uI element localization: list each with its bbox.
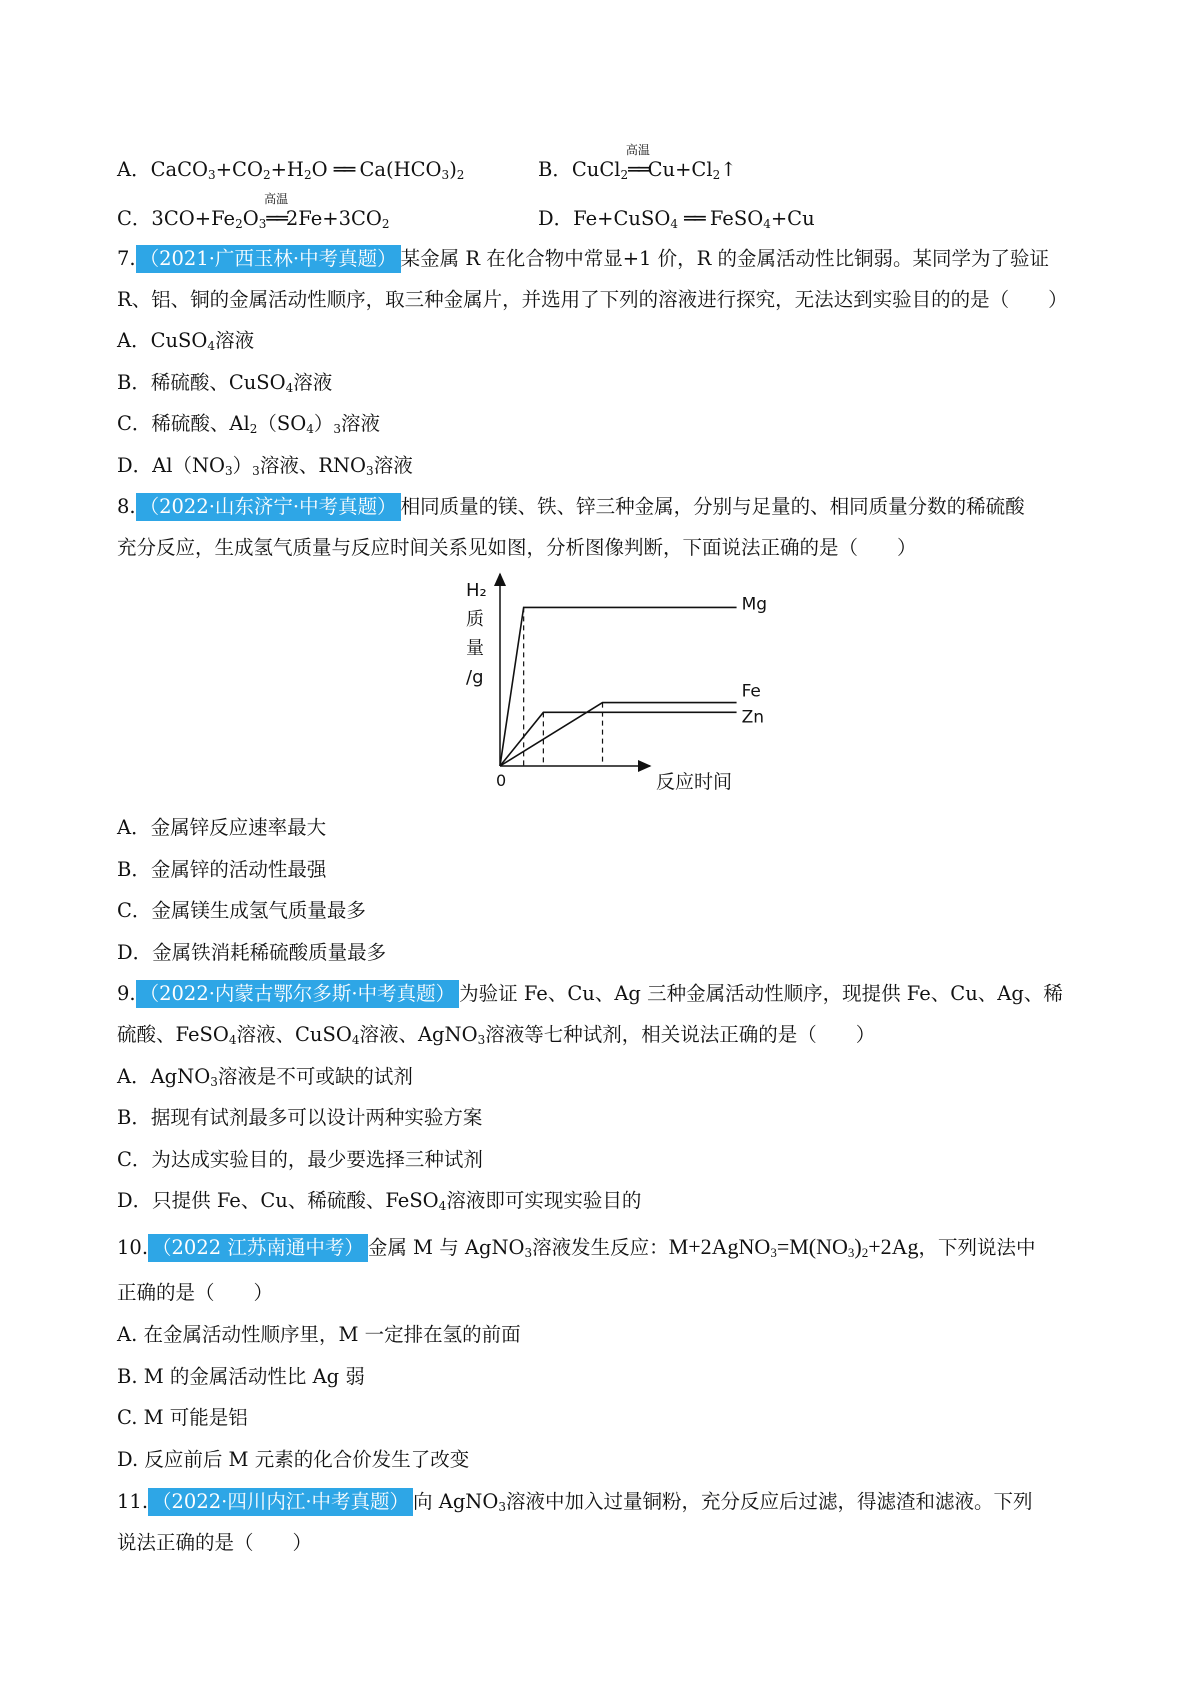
q7-option-b: B．稀硫酸、CuSO$_4$溶液 bbox=[117, 371, 333, 395]
q8-option-d: D．金属铁消耗稀硫酸质量最多 bbox=[117, 941, 387, 964]
q7-option-d: D．$Al(NO_3)_3$溶液、$RNO_3$溶液 bbox=[117, 454, 413, 478]
series-label-fe: Fe bbox=[741, 681, 761, 702]
source-tag: （2022 江苏南通中考） bbox=[148, 1234, 368, 1262]
q8-option-a: A．金属锌反应速率最大 bbox=[117, 816, 327, 839]
q8-option-c: C．金属镁生成氢气质量最多 bbox=[117, 899, 366, 922]
y-axis-label-3: 量 bbox=[466, 638, 484, 659]
q9-option-c: C．为达成实验目的，最少要选择三种试剂 bbox=[117, 1148, 483, 1171]
series-line-fe bbox=[500, 703, 737, 766]
q8-option-b: B．金属锌的活动性最强 bbox=[117, 858, 327, 881]
q9-stem-line1: 9. （2022·内蒙古鄂尔多斯·中考真题） 为验证 Fe、Cu、Ag 三种金属活动性顺序，现提供 Fe、Cu、Ag、稀 bbox=[117, 981, 1063, 1007]
q10-stem-line1: 10. （2022 江苏南通中考） 金属 M 与 AgNO$_3$溶液发生反应：$M+2AgNO_3=M(NO_3)_2+2Ag$，下列说法中 bbox=[117, 1234, 1036, 1260]
question-number: 8. bbox=[117, 495, 136, 518]
reaction-equation: $M+2AgNO_3=M(NO_3)_2+2Ag$ bbox=[668, 1234, 919, 1260]
q11-stem-line2: 说法正确的是（ ） bbox=[117, 1531, 313, 1554]
y-axis-label-2: 质 bbox=[466, 609, 484, 630]
series-label-zn: Zn bbox=[741, 707, 764, 728]
q10-option-a: A. 在金属活动性顺序里，M 一定排在氢的前面 bbox=[117, 1323, 521, 1346]
series-line-mg bbox=[500, 607, 737, 766]
q6-option-a: A．$CaCO_3+CO_2+H_2O$ ══ $Ca(HCO_3)_2$ bbox=[117, 158, 465, 182]
question-number: 9. bbox=[117, 982, 136, 1005]
q9-option-d: D．只提供 Fe、Cu、稀硫酸、FeSO$_4$溶液即可实现实验目的 bbox=[117, 1189, 642, 1213]
x-axis-label: 反应时间 bbox=[656, 771, 733, 793]
q11-stem-line1: 11. （2022·四川内江·中考真题） 向 AgNO$_3$溶液中加入过量铜粉，充分反应后过滤，得滤渣和滤液。下列 bbox=[117, 1490, 1033, 1514]
source-tag: （2022·四川内江·中考真题） bbox=[148, 1488, 413, 1516]
q7-option-c: C．稀硫酸、$Al_2(SO_4)_3$溶液 bbox=[117, 412, 381, 436]
q6-option-b: B．CuCl$_2$ 高温 $══Cu+Cl_2↑$ bbox=[538, 143, 737, 182]
q6-option-c: C．$3CO+Fe_2O_3$ 高温 $══2Fe+3CO_2$ bbox=[117, 192, 390, 231]
q9-option-a: A．AgNO$_3$溶液是不可或缺的试剂 bbox=[117, 1065, 413, 1089]
q10-option-c: C. M 可能是铝 bbox=[117, 1406, 248, 1429]
q10-option-d: D. 反应前后 M 元素的化合价发生了改变 bbox=[117, 1448, 470, 1471]
origin-label: 0 bbox=[496, 771, 507, 790]
y-axis-label-4: /g bbox=[466, 667, 484, 688]
q8-stem-line2: 充分反应，生成氢气质量与反应时间关系见如图，分析图像判断，下面说法正确的是（ ） bbox=[117, 536, 917, 559]
question-number: 11. bbox=[117, 1490, 149, 1513]
q8-stem-line1: 8. （2022·山东济宁·中考真题） 相同质量的镁、铁、锌三种金属，分别与足量的、相同质量分数的稀硫酸 bbox=[117, 494, 1025, 520]
q7-option-a: A．CuSO$_4$溶液 bbox=[117, 329, 255, 353]
source-tag: （2022·山东济宁·中考真题） bbox=[136, 493, 401, 521]
question-number: 7. bbox=[117, 247, 136, 270]
q6-option-d: D．Fe+CuSO$_4$ ══ FeSO$_4$+Cu bbox=[538, 207, 815, 231]
question-number: 10. bbox=[117, 1236, 149, 1259]
source-tag: （2021·广西玉林·中考真题） bbox=[136, 245, 401, 273]
q9-option-b: B．据现有试剂最多可以设计两种实验方案 bbox=[117, 1106, 483, 1129]
q10-option-b: B. M 的金属活动性比 Ag 弱 bbox=[117, 1365, 365, 1388]
series-label-mg: Mg bbox=[741, 594, 768, 615]
series-line-zn bbox=[500, 712, 737, 766]
q10-stem-line2: 正确的是（ ） bbox=[117, 1281, 274, 1304]
q7-stem-line1: 7. （2021·广西玉林·中考真题） 某金属 R 在化合物中常显+1 价，R 的金属活动性比铜弱。某同学为了验证 bbox=[117, 246, 1049, 272]
y-axis-label-1: H₂ bbox=[466, 580, 487, 601]
q9-stem-line2: 硫酸、FeSO$_4$溶液、CuSO$_4$溶液、AgNO$_3$溶液等七种试剂，相关说法正确的是（ ） bbox=[117, 1023, 876, 1047]
source-tag: （2022·内蒙古鄂尔多斯·中考真题） bbox=[136, 980, 460, 1008]
q7-stem-line2: R、铝、铜的金属活动性顺序，取三种金属片，并选用了下列的溶液进行探究，无法达到实验目的的是（ ） bbox=[117, 288, 1068, 311]
